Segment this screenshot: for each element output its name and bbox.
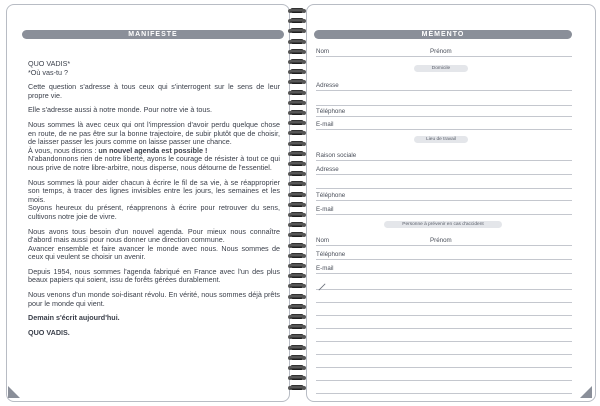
pen-icon <box>318 283 326 291</box>
spiral-ring <box>288 222 306 228</box>
corner-mark-right <box>580 386 592 398</box>
spiral-ring <box>288 385 306 391</box>
prevenir-badge: Personne à prévenir en cas d'accident <box>384 221 502 228</box>
prenom-label-2: Prénom <box>430 237 452 244</box>
spiral-ring <box>288 365 306 371</box>
email-label-2: E-mail <box>316 206 334 213</box>
lieu-travail-badge: Lieu de travail <box>414 136 468 143</box>
paragraph: Nous venons d'un monde soi-disant révolu. En vérité, nous sommes déjà prêts pour le monde qui vient. <box>28 290 280 308</box>
spiral-ring <box>288 130 306 136</box>
telephone-label: Téléphone <box>316 108 346 115</box>
adresse-label-2: Adresse <box>316 166 339 173</box>
spiral-ring <box>288 151 306 157</box>
note-line[interactable] <box>316 341 572 342</box>
note-line[interactable] <box>316 302 572 303</box>
spiral-ring <box>288 202 306 208</box>
paragraph: Soyons heureux du présent, réapprenons à écrire pour retrouver du sens, cultivons notre joie de vivre. <box>28 203 280 221</box>
nom-label: Nom <box>316 48 330 55</box>
spiral-ring <box>288 375 306 381</box>
raison-sociale-label: Raison sociale <box>316 152 357 159</box>
note-line[interactable] <box>316 289 572 290</box>
email-label-3: E-mail <box>316 265 334 272</box>
spiral-ring <box>288 345 306 351</box>
spiral-ring <box>288 181 306 187</box>
spiral-ring <box>288 59 306 65</box>
paragraph: Cette question s'adresse à tous ceux qui s'interrogent sur le sens de leur propre vie. <box>28 82 280 100</box>
corner-mark-left <box>8 386 20 398</box>
domicile-badge: Domicile <box>414 65 468 72</box>
contact-name-row[interactable] <box>316 233 572 246</box>
spiral-ring <box>288 253 306 259</box>
telephone-label-3: Téléphone <box>316 251 346 258</box>
spiral-ring <box>288 273 306 279</box>
email-row[interactable] <box>316 117 572 130</box>
note-line[interactable] <box>316 328 572 329</box>
paragraph: N'abandonnons rien de notre liberté, ayons le courage de résister à tout ce qui nous prive de notre libre-arbitre, nous disperse, nous détourne de l'essentiel. <box>28 154 280 172</box>
spiral-ring <box>288 212 306 218</box>
note-line[interactable] <box>316 380 572 381</box>
spiral-ring <box>288 324 306 330</box>
spiral-ring <box>288 171 306 177</box>
spiral-ring <box>288 110 306 116</box>
spiral-ring <box>288 90 306 96</box>
spiral-ring <box>288 243 306 249</box>
adresse-label: Adresse <box>316 82 339 89</box>
spiral-ring <box>288 28 306 34</box>
note-line[interactable] <box>316 393 572 394</box>
email-row-3[interactable] <box>316 261 572 274</box>
paragraph: Elle s'adresse aussi à notre monde. Pour notre vie à tous. <box>28 105 212 115</box>
telephone-label-2: Téléphone <box>316 192 346 199</box>
spiral-ring <box>288 304 306 310</box>
paragraph: Nous sommes là pour aider chacun à écrire le fil de sa vie, à se réapproprier son temps, à tracer des lignes invisibles entre les jours, les semaines et les mois. <box>28 177 280 204</box>
highlight-text: un nouvel agenda est possible ! <box>98 145 208 155</box>
text-span: À vous, nous disons : <box>28 145 99 155</box>
spiral-ring <box>288 283 306 289</box>
telephone-row[interactable] <box>316 104 572 117</box>
paragraph: Nous avons tous besoin d'un nouvel agenda. Pour mieux nous connaître d'abord mais aussi pour nous donner une direction commune. <box>28 226 280 245</box>
spiral-ring <box>288 39 306 45</box>
address-row[interactable] <box>316 78 572 91</box>
spiral-binding <box>288 8 306 400</box>
spiral-ring <box>288 79 306 85</box>
paragraph: Demain s'écrit aujourd'hui. <box>28 313 120 323</box>
signature-text: QUO VADIS. <box>28 327 70 337</box>
paragraph: QUO VADIS* <box>28 59 71 68</box>
prenom-label: Prénom <box>430 48 452 55</box>
spiral-ring <box>288 334 306 340</box>
spiral-ring <box>288 232 306 238</box>
paragraph: Depuis 1954, nous sommes l'agenda fabriqué en France avec l'un des plus beaux papiers qui soient, issu de forêts gérées durablement. <box>28 266 280 285</box>
email-row-2[interactable] <box>316 202 572 215</box>
address-row-3[interactable] <box>316 162 572 175</box>
manifeste-text <box>28 60 280 343</box>
paragraph: Nous sommes là avec ceux qui ont l'impression d'avoir perdu quelque chose en route, de ne pas être sur la bonne trajectoire, de subir plutôt que de choisir, de laisser passer les jours comme on laisse passer une chance. <box>28 119 280 147</box>
note-line[interactable] <box>316 367 572 368</box>
note-line[interactable] <box>316 354 572 355</box>
spiral-ring <box>288 120 306 126</box>
spiral-ring <box>288 100 306 106</box>
memento-header: MÉMENTO <box>314 30 572 39</box>
note-line[interactable] <box>316 315 572 316</box>
spiral-ring <box>288 8 306 14</box>
spiral-ring <box>288 49 306 55</box>
manifeste-header: MANIFESTE <box>22 30 284 39</box>
nom-label-2: Nom <box>316 237 330 244</box>
name-row[interactable] <box>316 44 572 57</box>
spiral-ring <box>288 141 306 147</box>
telephone-row-3[interactable] <box>316 247 572 260</box>
spiral-ring <box>288 263 306 269</box>
spiral-ring <box>288 355 306 361</box>
raison-sociale-row[interactable] <box>316 148 572 161</box>
telephone-row-2[interactable] <box>316 188 572 201</box>
paragraph: Avancer ensemble et faire avancer le monde avec nous. Nous sommes de ceux qui veulent se choisir un avenir. <box>28 243 280 262</box>
spiral-ring <box>288 18 306 24</box>
spiral-ring <box>288 69 306 75</box>
paragraph: *Où vas-tu ? <box>28 67 68 77</box>
spiral-ring <box>288 192 306 198</box>
spiral-ring <box>288 294 306 300</box>
spiral-ring <box>288 314 306 320</box>
email-label: E-mail <box>316 121 334 128</box>
spiral-ring <box>288 161 306 167</box>
